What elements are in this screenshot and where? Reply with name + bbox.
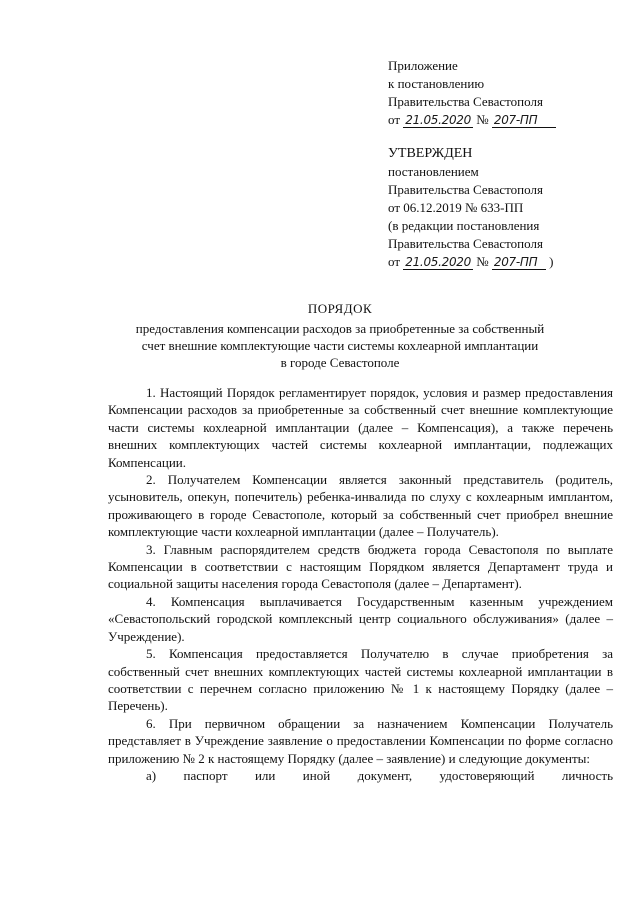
appendix-block — [388, 57, 628, 129]
approval-date-prefix: от — [388, 254, 401, 269]
approval-date-line — [388, 253, 628, 271]
approval-date-handwritten: 21.05.2020 — [405, 255, 471, 269]
paragraph-7-item-a: а) паспорт или иной документ, удостоверяющий личность — [146, 767, 613, 783]
paragraph-6: 6. При первичном обращении за назначением Компенсации Получатель представляет в Учреждение заявление о предоставлении Компенсации по форме согласно приложению № 2 к настоящему Порядку (далее – заявление) и следующие документы: — [108, 715, 613, 766]
paragraph-2: 2. Получателем Компенсации является законный представитель (родитель, усыновитель, опекун, попечитель) ребенка-инвалида по слуху с кохлеарным имплантом, проживающего в городе Севастополе, который за собственный счет приобрел внешние комплектующие части кохлеарной имплантации (далее – Получатель). — [108, 472, 613, 540]
paragraph-3: 3. Главным распорядителем средств бюджета города Севастополя по выплате Компенсации в соответствии с настоящим Порядком является Департамент труда и социальной защиты населения города Севастополя (далее – Департамент). — [108, 541, 613, 592]
approval-block — [388, 145, 628, 271]
document-title: ПОРЯДОК — [307, 301, 373, 316]
approval-line-1: постановлением — [388, 164, 479, 179]
approval-number-handwritten: 207-ПП — [492, 255, 546, 270]
approval-line-2: Правительства Севастополя — [388, 182, 543, 197]
heading-line-2: счет внешние комплектующие части системы кохлеарной имплантации — [141, 338, 539, 353]
heading-line-1: предоставления компенсации расходов за приобретенные за собственный — [135, 321, 545, 336]
approval-line-3: от 06.12.2019 № 633-ПП — [388, 200, 524, 215]
appendix-date-prefix: от — [388, 112, 401, 127]
appendix-line-1: Приложение — [388, 58, 458, 73]
appendix-number-handwritten: 207-ПП — [492, 113, 556, 128]
document-heading — [60, 300, 620, 371]
appendix-number-sign: № — [476, 112, 489, 127]
approval-line-4: (в редакции постановления — [388, 218, 540, 233]
approval-title: УТВЕРЖДЕН — [388, 146, 473, 161]
approval-line-5: Правительства Севастополя — [388, 236, 543, 251]
paragraph-5: 5. Компенсация предоставляется Получателю в случае приобретения за собственный счет внешних комплектующих частей системы кохлеарной имплантации в соответствии с перечнем согласно приложению № 1 к настоящему Порядку (далее – Перечень). — [108, 646, 613, 714]
appendix-date-handwritten: 21.05.2020 — [405, 113, 471, 127]
paragraph-4: 4. Компенсация выплачивается Государственным казенным учреждением «Севастопольский городской комплексный центр социального обслуживания» (далее – Учреждение). — [108, 593, 613, 644]
appendix-line-3: Правительства Севастополя — [388, 94, 543, 109]
heading-line-3: в городе Севастополе — [280, 355, 400, 370]
appendix-line-2: к постановлению — [388, 76, 485, 91]
approval-number-sign: № — [476, 254, 489, 269]
document-body — [108, 384, 613, 784]
paragraph-1: 1. Настоящий Порядок регламентирует порядок, условия и размер предоставления Компенсации расходов за приобретенные за собственный счет внешние комплектующие части системы кохлеарной имплантации (далее – Компенсация), а также перечень внешних комплектующих частей системы кохлеарной имплантации, подлежащих Компенсации. — [108, 385, 613, 470]
approval-closing-paren: ) — [549, 254, 554, 269]
appendix-date-line — [388, 111, 628, 129]
